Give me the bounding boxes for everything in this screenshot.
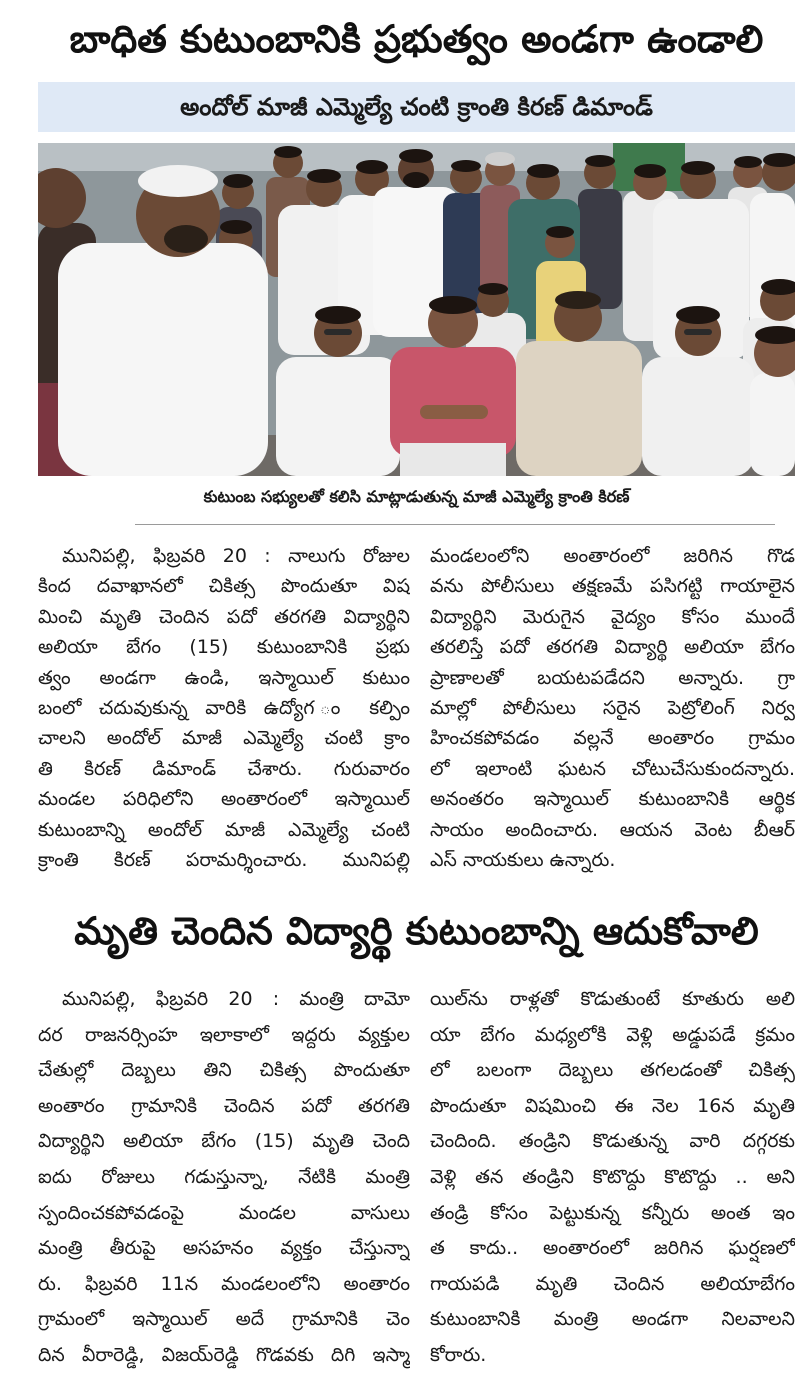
text-line: అంతారం గ్రామానికి చెందిన పదో తరగతి: [38, 1094, 410, 1117]
text-line: సాయం అందించారు. ఆయన వెంట బీఆర్: [430, 818, 795, 841]
text-line: యిల్‌ను రాళ్లతో కొడుతుంటే కూతురు అలి: [430, 988, 795, 1010]
text-line: మండల పరిధిలోని అంతారంలో ఇస్మాయిల్: [38, 788, 410, 811]
text-line: మాల్లో పోలీసులు సరైన పెట్రోలింగ్ నిర్వ: [430, 696, 795, 719]
text-line: మించి మృతి చెందిన పదో తరగతి విద్యార్థిని: [38, 605, 410, 628]
text-line: లో ఇలాంటి ఘటన చోటుచేసుకుందన్నారు.: [430, 757, 795, 780]
text-line: కోరారు.: [430, 1343, 487, 1366]
text-line: మునిపల్లి, ఫిబ్రవరి 20 : నాలుగు రోజుల: [62, 545, 410, 567]
text-line: తండ్రి కోసం పెట్టుకున్న కన్నీరు అంత ఇం: [430, 1201, 795, 1224]
subheadline-box: అందోల్ మాజీ ఎమ్మెల్యే చంటి క్రాంతి కిరణ్ డిమాండ్: [38, 82, 795, 132]
separator-line: [135, 524, 775, 525]
text-line: మునిపల్లి, ఫిబ్రవరి 20 : మంత్రి దామో: [62, 988, 410, 1010]
text-line: అనంతరం ఇస్మాయిల్ కుటుంబానికి ఆర్థిక: [430, 788, 795, 811]
text-line: మండలంలోని అంతారంలో జరిగిన గొడ: [430, 545, 795, 567]
news-photo: [38, 143, 795, 476]
text-line: క్రాంతి కిరణ్ పరామర్శించారు. మునిపల్లి: [38, 848, 410, 871]
text-line: చాలని అందోల్ మాజీ ఎమ్మెల్యే చంటి క్రాం: [38, 727, 410, 750]
text-line: తి కిరణ్ డిమాండ్ చేశారు. గురువారం: [38, 757, 410, 780]
news-photo-image: [38, 143, 795, 476]
text-line: విద్యార్థిని అలియా బేగం (15) మృతి చెంది: [38, 1130, 410, 1153]
text-line: వను పోలీసులు తక్షణమే పసిగట్టి గాయాలైన: [430, 575, 795, 598]
article-1-column-1: [38, 541, 410, 875]
text-line: ఎస్ నాయకులు ఉన్నారు.: [430, 848, 616, 871]
text-line: మంత్రి తీరుపై అసహనం వ్యక్తం చేస్తున్నా: [38, 1237, 410, 1260]
text-line: హించకపోవడం వల్లనే అంతారం గ్రామం: [430, 727, 795, 750]
text-line: బంలో చదువుకున్న వారికి ఉద్యోగ ం కల్పిం: [38, 696, 410, 719]
text-line: వెళ్లి తన తండ్రిని కొటొద్దు కొటొద్దు .. అని: [430, 1165, 795, 1188]
text-line: లో బలంగా దెబ్బలు తగలడంతో చికిత్స: [430, 1059, 795, 1082]
text-line: యా బేగం మధ్యలోకి వెళ్లి అడ్డుపడే క్రమం: [430, 1023, 795, 1046]
text-line: రు. ఫిబ్రవరి 11న మండలంలోని అంతారం: [38, 1272, 410, 1295]
text-line: దర రాజనర్సింహ ఇలాకాలో ఇద్దరు వ్యక్తుల: [38, 1023, 410, 1046]
text-line: ఐదు రోజులు గడుస్తున్నా, నేటికి మంత్రి: [38, 1165, 410, 1188]
text-line: కుటుంబాన్ని అందోల్ మాజీ ఎమ్మెల్యే చంటి: [38, 818, 410, 841]
text-line: త కాదు.. అంతారంలో జరిగిన ఘర్షణలో: [430, 1237, 795, 1260]
text-line: కింద దవాఖానలో చికిత్స పొందుతూ విష: [38, 575, 410, 598]
headline-article-2: మృతి చెందిన విద్యార్థి కుటుంబాన్ని ఆదుకోవాలి: [74, 909, 759, 953]
text-line: ప్రాణాలతో బయటపడేదని అన్నారు. గ్రా: [430, 666, 795, 689]
text-line: విద్యార్థిని మెరుగైన వైద్యం కోసం ముందే: [430, 605, 795, 628]
text-line: గాయపడి మృతి చెందిన అలియాబేగం: [430, 1272, 795, 1295]
photo-caption: కుటుంబ సభ్యులతో కలిసి మాట్లాడుతున్న మాజీ ఎమ్మెల్యే క్రాంతి కిరణ్: [203, 487, 630, 506]
text-line: త్వం అండగా ఉండి, ఇస్మాయిల్ కుటుం: [38, 666, 410, 689]
article-2-column-2: [430, 982, 795, 1374]
article-1-column-2: [430, 541, 795, 875]
text-line: చెందింది. తండ్రిని కొడుతున్న వారి దగ్గరకు: [430, 1130, 795, 1153]
headline-article-1: బాధిత కుటుంబానికి ప్రభుత్వం అండగా ఉండాలి: [69, 17, 764, 61]
text-line: దిన వీరారెడ్డి, విజయ్‌రెడ్డి గొడవకు దిగి ఇస్మా: [38, 1343, 410, 1366]
text-line: చేతుల్లో దెబ్బలు తిని చికిత్స పొందుతూ: [38, 1059, 410, 1082]
text-line: పొందుతూ విషమించి ఈ నెల 16న మృతి: [430, 1094, 795, 1117]
text-line: అలియా బేగం (15) కుటుంబానికి ప్రభు: [38, 636, 410, 659]
person-seated: [750, 326, 795, 476]
article-2-column-1: [38, 982, 410, 1374]
text-line: తరలిస్తే పదో తరగతి విద్యార్థి అలియా బేగం: [430, 636, 795, 659]
text-line: స్పందించకపోవడంపై మండల వాసులు: [38, 1201, 410, 1224]
text-line: కుటుంబానికి మంత్రి అండగా నిలవాలని: [430, 1308, 795, 1331]
text-line: గ్రామంలో ఇస్మాయిల్ అదే గ్రామానికి చెం: [38, 1308, 410, 1331]
